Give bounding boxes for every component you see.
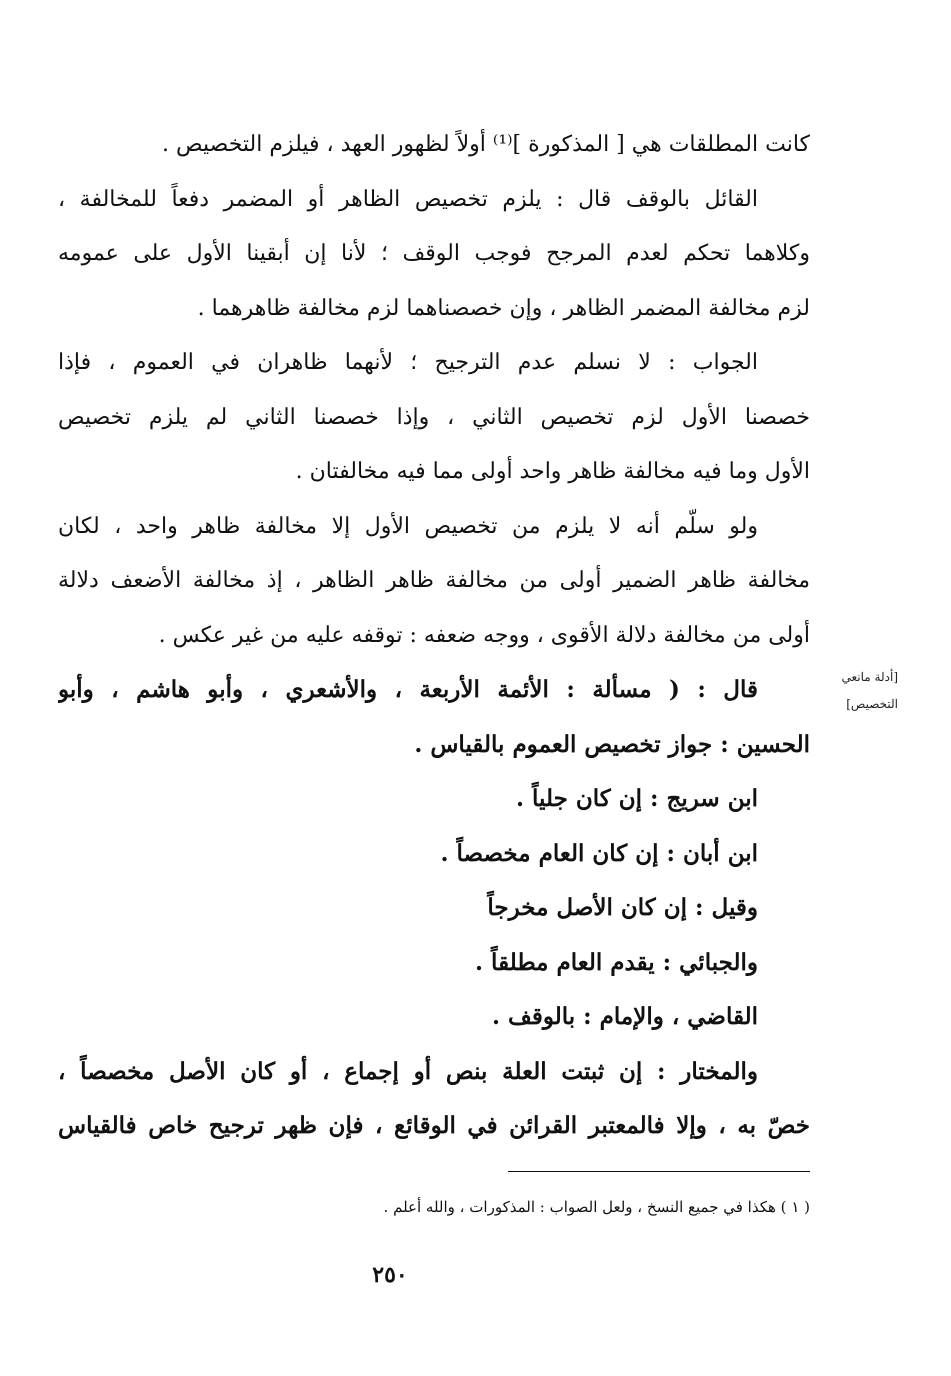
- text-line: الجواب : لا نسلم عدم الترجيح ؛ لأنهما ظاهران في العموم ، فإذا: [58, 350, 758, 375]
- text-line: مخالفة ظاهر الضمير أولى من مخالفة ظاهر الظاهر ، إذ مخالفة الأضعف دلالة: [58, 568, 810, 593]
- footnote: ( ١ ) هكذا في جميع النسخ ، ولعل الصواب : المذكورات ، والله أعلم .: [383, 1198, 810, 1216]
- main-text: [58, 118, 810, 1154]
- text-line-bold: ابن أبان : إن كان العام مخصصاً .: [440, 839, 758, 867]
- text-line-bold: خصّ به ، وإلا فالمعتبر القرائن في الوقائع ، فإن ظهر ترجيح خاص فالقياس: [58, 1112, 810, 1139]
- margin-note-line: [أدلة مانعي: [841, 670, 898, 684]
- text-line: خصصنا الأول لزم تخصيص الثاني ، وإذا خصصنا الثاني لم يلزم تخصيص: [58, 404, 810, 430]
- margin-note-line: التخصيص]: [846, 697, 898, 711]
- text-line: ولو سلّم أنه لا يلزم من تخصيص الأول إلا مخالفة ظاهر واحد ، لكان: [58, 513, 758, 539]
- text-line: كانت المطلقات هي [ المذكورة ]⁽¹⁾ أولاً لظهور العهد ، فيلزم التخصيص .: [162, 132, 810, 157]
- text-line: وكلاهما تحكم لعدم المرجح فوجب الوقف ؛ لأنا إن أبقينا الأول على عمومه: [58, 241, 810, 266]
- text-line: القائل بالوقف قال : يلزم تخصيص الظاهر أو المضمر دفعاً للمخالفة ،: [58, 186, 758, 212]
- text-line-bold: الحسين : جواز تخصيص العموم بالقياس .: [414, 730, 810, 758]
- page-number: ٢٥٠: [372, 1262, 408, 1288]
- text-line: أولى من مخالفة دلالة الأقوى ، ووجه ضعفه : توقفه عليه من غير عكس .: [158, 622, 810, 648]
- text-line-bold: قال : ( مسألة : الأئمة الأربعة ، والأشعري ، وأبو هاشم ، وأبو: [58, 676, 758, 703]
- text-line-bold: والمختار : إن ثبتت العلة بنص أو إجماع ، أو كان الأصل مخصصاً ،: [58, 1057, 758, 1085]
- text-line-bold: وقيل : إن كان الأصل مخرجاً: [487, 894, 758, 921]
- margin-note: [812, 664, 898, 718]
- text-line-bold: ابن سريج : إن كان جلياً .: [516, 785, 758, 812]
- text-line-bold: والجبائي : يقدم العام مطلقاً .: [475, 948, 758, 976]
- footnote-divider: [508, 1171, 810, 1172]
- text-line-bold: القاضي ، والإمام : بالوقف .: [492, 1003, 758, 1030]
- text-line: الأول وما فيه مخالفة ظاهر واحد أولى مما فيه مخالفتان .: [295, 459, 810, 484]
- text-line: لزم مخالفة المضمر الظاهر ، وإن خصصناهما لزم مخالفة ظاهرهما .: [197, 295, 810, 321]
